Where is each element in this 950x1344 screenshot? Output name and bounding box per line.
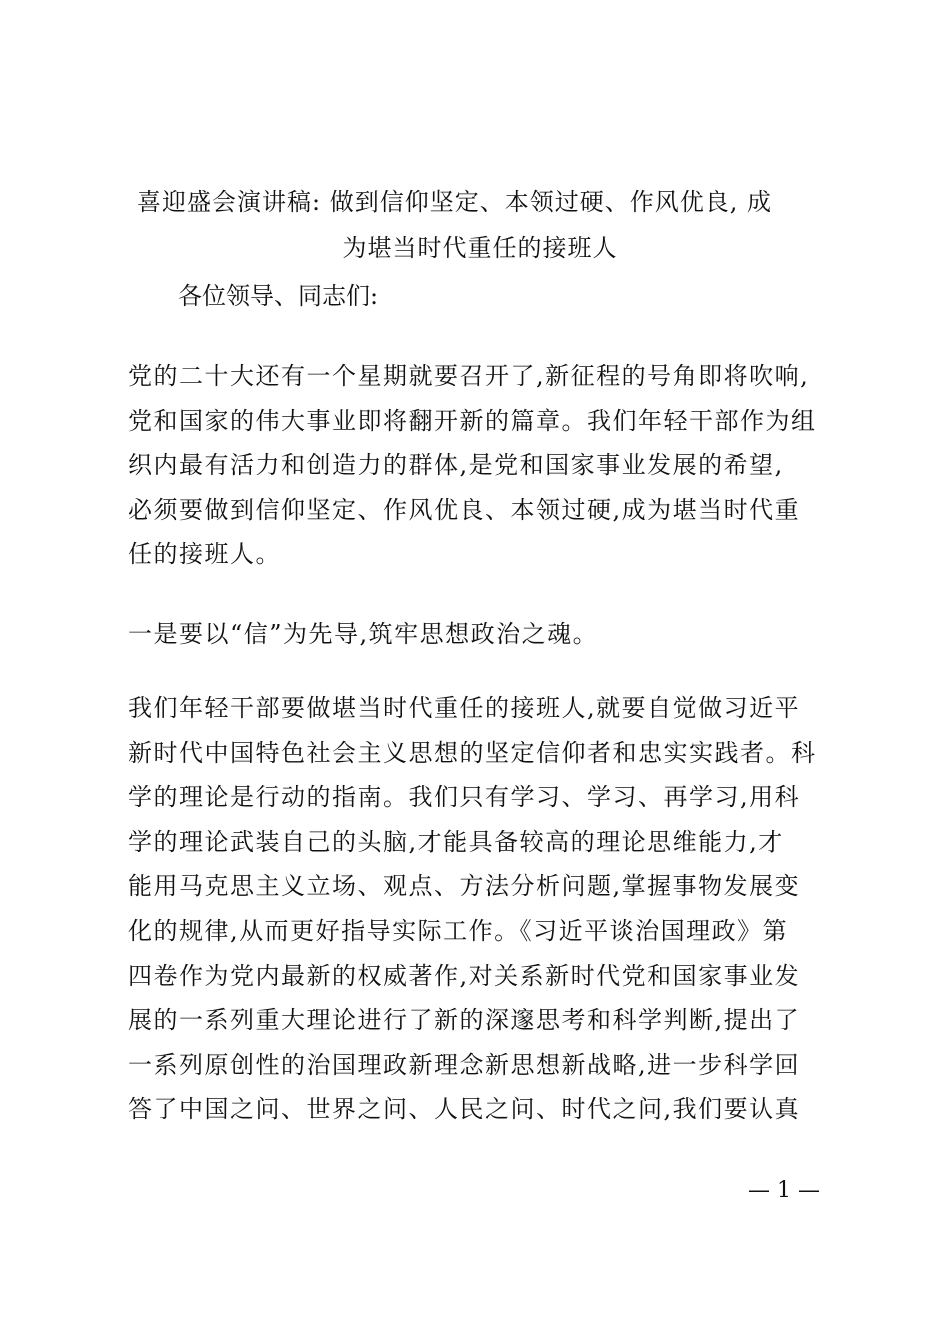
paragraph-line: 一是要以“信”为先导,筑牢思想政治之魂。 bbox=[128, 620, 599, 648]
paragraph-line: 答了中国之问、世界之问、人民之问、时代之问,我们要认真 bbox=[128, 1095, 801, 1124]
paragraph-line: 任的接班人。 bbox=[128, 540, 281, 569]
paragraph-line: 我们年轻干部要做堪当时代重任的接班人,就要自觉做习近平 bbox=[128, 694, 801, 722]
paragraph-1 bbox=[128, 354, 838, 577]
paragraph-line: 四卷作为党内最新的权威著作,对关系新时代党和国家事业发 bbox=[128, 961, 801, 990]
paragraph-line: 党和国家的伟大事业即将翻开新的篇章。我们年轻干部作为组 bbox=[128, 406, 817, 435]
paragraph-line: 必须要做到信仰坚定、作风优良、本领过硬,成为堪当时代重 bbox=[128, 495, 801, 524]
page-number: — 1 — bbox=[748, 1178, 820, 1203]
salutation: 各位领导、同志们: bbox=[178, 282, 379, 310]
document-title-line-1: 喜迎盛会演讲稿: 做到信仰坚定、本领过硬、作风优良, 成 bbox=[137, 188, 772, 216]
paragraph-line: 新时代中国特色社会主义思想的坚定信仰者和忠实实践者。科 bbox=[128, 738, 817, 767]
paragraph-line: 能用马克思主义立场、观点、方法分析问题,掌握事物发展变 bbox=[128, 872, 801, 901]
paragraph-line: 化的规律,从而更好指导实际工作。《习近平谈治国理政》第 bbox=[128, 916, 789, 945]
paragraph-line: 学的理论是行动的指南。我们只有学习、学习、再学习,用科 bbox=[128, 783, 801, 812]
paragraph-line: 一系列原创性的治国理政新理念新思想新战略,进一步科学回 bbox=[128, 1050, 801, 1079]
paragraph-line: 展的一系列重大理论进行了新的深邃思考和科学判断,提出了 bbox=[128, 1006, 801, 1035]
paragraph-3 bbox=[128, 686, 838, 1132]
paragraph-line: 党的二十大还有一个星期就要召开了,新征程的号角即将吹响, bbox=[128, 362, 810, 390]
paragraph-line: 织内最有活力和创造力的群体,是党和国家事业发展的希望, bbox=[128, 451, 784, 480]
document-title-line-2: 为堪当时代重任的接班人 bbox=[342, 234, 618, 262]
paragraph-2 bbox=[128, 612, 838, 657]
paragraph-line: 学的理论武装自己的头脑,才能具备较高的理论思维能力,才 bbox=[128, 827, 784, 856]
